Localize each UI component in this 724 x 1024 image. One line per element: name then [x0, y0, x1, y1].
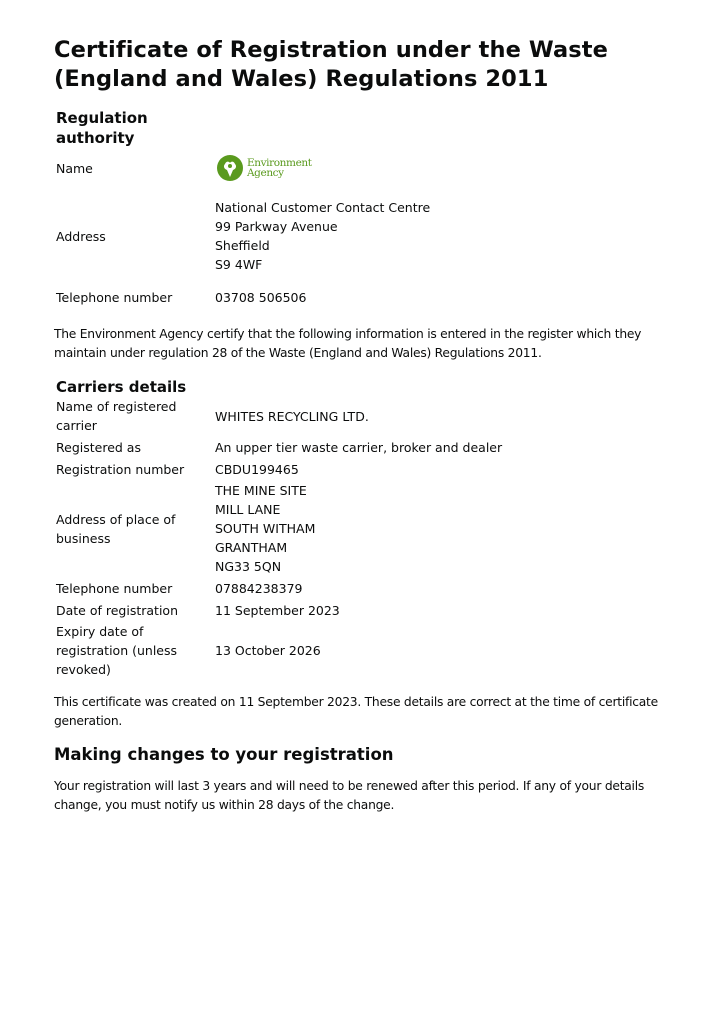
address-line: S9 4WF: [215, 257, 263, 272]
carrier-telephone-label: Telephone number: [56, 581, 173, 596]
address-line: GRANTHAM: [215, 540, 288, 555]
address-label: Address: [56, 228, 106, 244]
expiry-date-label: Expiry date of registration (unless revoked): [56, 624, 178, 677]
address-line: National Customer Contact Centre: [215, 200, 431, 215]
carrier-name-row: [54, 397, 664, 435]
expiry-date-value: 13 October 2026: [215, 643, 321, 658]
title-line-2: (England and Wales) Regulations 2011: [54, 66, 549, 92]
carrier-name-value: WHITES RECYCLING LTD.: [215, 408, 369, 424]
carrier-name-label: Name of registered carrier: [56, 399, 177, 433]
regulation-authority-heading: [54, 108, 664, 148]
address-line: MILL LANE: [215, 502, 281, 517]
registered-as-value: An upper tier waste carrier, broker and dealer: [215, 440, 503, 455]
name-label: Name: [56, 160, 93, 176]
registration-date-label: Date of registration: [56, 603, 178, 618]
registered-as-label: Registered as: [56, 440, 141, 455]
address-value: [215, 198, 664, 274]
carrier-telephone-value: 07884238379: [215, 581, 303, 596]
expiry-date-row: [54, 622, 664, 679]
address-line: NG33 5QN: [215, 559, 282, 574]
carriers-details-heading: Carriers details: [56, 378, 187, 396]
page-title: [54, 36, 664, 94]
address-line: THE MINE SITE: [215, 483, 307, 498]
business-address-row: [54, 481, 664, 576]
authority-name-row: [54, 150, 664, 186]
heading-line-2: authority: [56, 129, 135, 147]
logo-text-line-1: Environment: [247, 157, 312, 169]
certify-statement: The Environment Agency certify that the following information is entered in the register which they maintain under regulation 28 of the Waste (England and Wales) Regulations 2011.: [54, 327, 642, 360]
registration-number-value: CBDU199465: [215, 462, 299, 477]
registration-number-row: [54, 460, 664, 479]
tree-figure-icon: [215, 153, 245, 183]
telephone-label: Telephone number: [56, 290, 173, 305]
title-line-1: Certificate of Registration under the Waste: [54, 37, 609, 63]
business-address-label: Address of place of business: [56, 511, 176, 546]
certificate-page: [54, 36, 664, 815]
certificate-created-statement: This certificate was created on 11 September 2023. These details are correct at the time of certificate generation.: [54, 695, 658, 728]
heading-line-1: Regulation: [56, 109, 148, 127]
carrier-telephone-row: [54, 579, 664, 598]
registration-date-row: [54, 601, 664, 620]
environment-agency-logo: [215, 153, 664, 183]
logo-text-line-2: Agency: [247, 167, 284, 179]
address-line: Sheffield: [215, 238, 270, 253]
address-line: SOUTH WITHAM: [215, 521, 316, 536]
authority-telephone-row: [54, 288, 664, 307]
registration-number-label: Registration number: [56, 462, 185, 477]
registration-date-value: 11 September 2023: [215, 603, 340, 618]
address-line: 99 Parkway Avenue: [215, 219, 338, 234]
logo-text: [247, 158, 312, 178]
making-changes-heading: Making changes to your registration: [54, 745, 394, 764]
authority-address-row: [54, 198, 664, 274]
registered-as-row: [54, 438, 664, 457]
name-value: [215, 150, 664, 186]
telephone-value: 03708 506506: [215, 290, 307, 305]
business-address-value: [215, 481, 664, 576]
making-changes-text: Your registration will last 3 years and will need to be renewed after this period. If any of your details change, you must notify us within 28 days of the change.: [54, 779, 645, 812]
